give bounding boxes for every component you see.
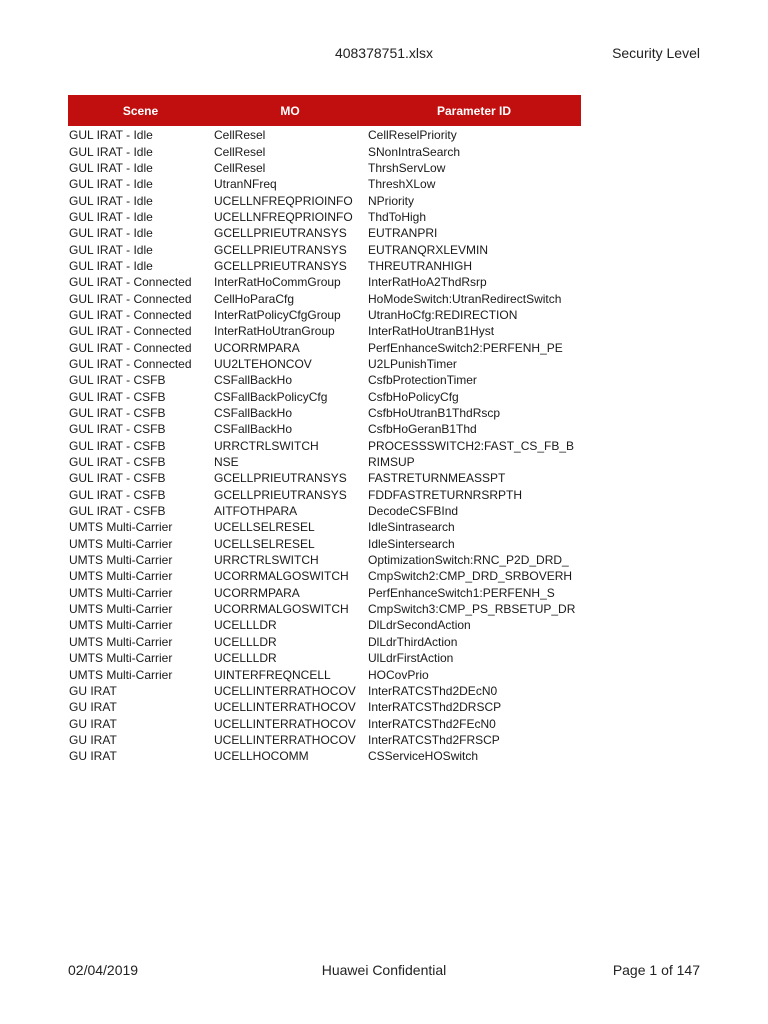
table-row: [68, 568, 581, 584]
cell-scene[interactable]: GU IRAT: [69, 683, 117, 698]
table-header-row: [68, 95, 581, 126]
table-row: [68, 454, 581, 470]
cell-mo[interactable]: CSFallBackHo: [214, 373, 293, 388]
cell-mo[interactable]: UCELLLDR: [214, 618, 277, 633]
cell-parameter-id[interactable]: U2LPunishTimer: [368, 356, 457, 371]
table-row: [68, 258, 581, 274]
cell-parameter-id[interactable]: DecodeCSFBInd: [368, 504, 459, 519]
cell-parameter-id[interactable]: EUTRANPRI: [368, 226, 438, 241]
cell-parameter-id[interactable]: CsfbHoGeranB1Thd: [368, 422, 477, 437]
cell-mo[interactable]: GCELLPRIEUTRANSYS: [214, 487, 347, 502]
table-row: [68, 634, 581, 650]
table-row: [68, 307, 581, 323]
cell-scene[interactable]: UMTS Multi-Carrier: [69, 585, 173, 600]
table-row: [68, 732, 581, 748]
cell-scene[interactable]: GUL IRAT - CSFB: [69, 422, 166, 437]
cell-mo[interactable]: UCELLINTERRATHOCOV: [214, 700, 356, 715]
cell-parameter-id[interactable]: PerfEnhanceSwitch1:PERFENH_S: [368, 585, 555, 600]
column-header-scene[interactable]: Scene: [68, 95, 213, 126]
cell-scene[interactable]: GU IRAT: [69, 716, 117, 731]
cell-mo[interactable]: URRCTRLSWITCH: [214, 553, 319, 568]
cell-scene[interactable]: GUL IRAT - CSFB: [69, 455, 166, 470]
table-row: [68, 438, 581, 454]
cell-scene[interactable]: GUL IRAT - Idle: [69, 209, 153, 224]
cell-mo[interactable]: InterRatHoCommGroup: [214, 275, 341, 290]
cell-mo[interactable]: UCELLINTERRATHOCOV: [214, 716, 356, 731]
cell-parameter-id[interactable]: SNonIntraSearch: [368, 144, 461, 159]
cell-parameter-id[interactable]: FDDFASTRETURNRSRPTH: [368, 487, 523, 502]
cell-parameter-id[interactable]: IdleSintersearch: [368, 536, 455, 551]
cell-scene[interactable]: GUL IRAT - Connected: [69, 307, 192, 322]
cell-scene[interactable]: GUL IRAT - CSFB: [69, 438, 166, 453]
cell-mo[interactable]: URRCTRLSWITCH: [214, 438, 319, 453]
table-row: [68, 290, 581, 306]
cell-mo[interactable]: UCELLNFREQPRIOINFO: [214, 193, 353, 208]
cell-mo[interactable]: UCELLHOCOMM: [214, 749, 309, 764]
cell-scene[interactable]: GUL IRAT - Connected: [69, 340, 192, 355]
cell-mo[interactable]: UCELLSELRESEL: [214, 536, 315, 551]
cell-mo[interactable]: CellResel: [214, 160, 266, 175]
column-header-parameter-id[interactable]: Parameter ID: [367, 95, 581, 126]
cell-parameter-id[interactable]: IdleSintrasearch: [368, 520, 455, 535]
parameter-table: [68, 95, 581, 764]
cell-mo[interactable]: UCELLSELRESEL: [214, 520, 315, 535]
cell-scene[interactable]: GUL IRAT - CSFB: [69, 487, 166, 502]
cell-parameter-id[interactable]: UtranHoCfg:REDIRECTION: [368, 307, 518, 322]
table-row: [68, 748, 581, 764]
table-row: [68, 274, 581, 290]
cell-mo[interactable]: UCORRMALGOSWITCH: [214, 602, 349, 617]
cell-scene[interactable]: GUL IRAT - CSFB: [69, 406, 166, 421]
file-name: 408378751.xlsx: [334, 45, 434, 61]
cell-mo[interactable]: UCELLINTERRATHOCOV: [214, 683, 356, 698]
cell-mo[interactable]: UCORRMPARA: [214, 340, 300, 355]
cell-parameter-id[interactable]: InterRatHoUtranB1Hyst: [368, 324, 495, 339]
cell-scene[interactable]: GUL IRAT - Idle: [69, 258, 153, 273]
cell-mo[interactable]: UtranNFreq: [214, 177, 277, 192]
cell-parameter-id[interactable]: EUTRANQRXLEVMIN: [368, 242, 489, 257]
cell-mo[interactable]: CellResel: [214, 144, 266, 159]
cell-parameter-id[interactable]: InterRATCSThd2DEcN0: [368, 683, 498, 698]
cell-mo[interactable]: CellResel: [214, 128, 266, 143]
table-row: [68, 372, 581, 388]
table-row: [68, 601, 581, 617]
table-row: [68, 519, 581, 535]
cell-mo[interactable]: UINTERFREQNCELL: [214, 667, 331, 682]
cell-parameter-id[interactable]: CellReselPriority: [368, 128, 457, 143]
cell-scene[interactable]: UMTS Multi-Carrier: [69, 667, 173, 682]
cell-mo[interactable]: GCELLPRIEUTRANSYS: [214, 242, 347, 257]
table-row: [68, 143, 581, 159]
table-row: [68, 617, 581, 633]
cell-scene[interactable]: GUL IRAT - Connected: [69, 275, 192, 290]
table-row: [68, 699, 581, 715]
table-row: [68, 209, 581, 225]
cell-parameter-id[interactable]: CmpSwitch3:CMP_PS_RBSETUP_DR: [368, 602, 576, 617]
table-row: [68, 715, 581, 731]
cell-scene[interactable]: GUL IRAT - Idle: [69, 193, 153, 208]
cell-parameter-id[interactable]: InterRATCSThd2FRSCP: [368, 732, 500, 747]
cell-mo[interactable]: InterRatPolicyCfgGroup: [214, 307, 341, 322]
cell-parameter-id[interactable]: UlLdrFirstAction: [368, 651, 454, 666]
cell-scene[interactable]: GU IRAT: [69, 732, 117, 747]
cell-parameter-id[interactable]: InterRATCSThd2DRSCP: [368, 700, 502, 715]
table-row: [68, 503, 581, 519]
cell-scene[interactable]: UMTS Multi-Carrier: [69, 553, 173, 568]
cell-mo[interactable]: GCELLPRIEUTRANSYS: [214, 258, 347, 273]
cell-scene[interactable]: UMTS Multi-Carrier: [69, 634, 173, 649]
cell-parameter-id[interactable]: HoModeSwitch:UtranRedirectSwitch: [368, 291, 562, 306]
cell-scene[interactable]: UMTS Multi-Carrier: [69, 520, 173, 535]
cell-parameter-id[interactable]: CsfbHoUtranB1ThdRscp: [368, 406, 501, 421]
table-row: [68, 225, 581, 241]
cell-scene[interactable]: GUL IRAT - Connected: [69, 291, 192, 306]
cell-parameter-id[interactable]: InterRatHoA2ThdRsrp: [368, 275, 487, 290]
security-level: Security Level: [612, 45, 700, 61]
cell-parameter-id[interactable]: CsfbProtectionTimer: [368, 373, 477, 388]
cell-parameter-id[interactable]: NPriority: [368, 193, 415, 208]
cell-parameter-id[interactable]: CSServiceHOSwitch: [368, 749, 479, 764]
cell-scene[interactable]: GUL IRAT - Idle: [69, 242, 153, 257]
cell-mo[interactable]: GCELLPRIEUTRANSYS: [214, 471, 347, 486]
cell-parameter-id[interactable]: HOCovPrio: [368, 667, 429, 682]
cell-parameter-id[interactable]: CsfbHoPolicyCfg: [368, 389, 459, 404]
table-row: [68, 192, 581, 208]
cell-scene[interactable]: GUL IRAT - Connected: [69, 324, 192, 339]
cell-scene[interactable]: GUL IRAT - CSFB: [69, 504, 166, 519]
table-row: [68, 356, 581, 372]
cell-mo[interactable]: UU2LTEHONCOV: [214, 356, 312, 371]
cell-scene[interactable]: GUL IRAT - Idle: [69, 226, 153, 241]
cell-mo[interactable]: CSFallBackHo: [214, 406, 293, 421]
table-row: [68, 126, 581, 143]
cell-mo[interactable]: UCELLLDR: [214, 651, 277, 666]
cell-mo[interactable]: CellHoParaCfg: [214, 291, 295, 306]
table-row: [68, 487, 581, 503]
cell-scene[interactable]: UMTS Multi-Carrier: [69, 618, 173, 633]
cell-mo[interactable]: AITFOTHPARA: [214, 504, 298, 519]
cell-scene[interactable]: GUL IRAT - CSFB: [69, 389, 166, 404]
table-row: [68, 552, 581, 568]
cell-parameter-id[interactable]: DlLdrThirdAction: [368, 634, 458, 649]
footer-date: 02/04/2019: [68, 962, 139, 978]
table-row: [68, 405, 581, 421]
cell-parameter-id[interactable]: DlLdrSecondAction: [368, 618, 471, 633]
cell-scene[interactable]: UMTS Multi-Carrier: [69, 569, 173, 584]
cell-parameter-id[interactable]: PROCESSSWITCH2:FAST_CS_FB_B: [368, 438, 575, 453]
cell-parameter-id[interactable]: CmpSwitch2:CMP_DRD_SRBOVERH: [368, 569, 573, 584]
column-header-mo[interactable]: MO: [213, 95, 367, 126]
cell-parameter-id[interactable]: THREUTRANHIGH: [368, 258, 472, 273]
cell-parameter-id[interactable]: OptimizationSwitch:RNC_P2D_DRD_: [368, 553, 569, 568]
table-row: [68, 585, 581, 601]
cell-mo[interactable]: CSFallBackHo: [214, 422, 293, 437]
cell-mo[interactable]: UCELLNFREQPRIOINFO: [214, 209, 353, 224]
cell-scene[interactable]: GUL IRAT - CSFB: [69, 471, 166, 486]
cell-mo[interactable]: UCELLLDR: [214, 634, 277, 649]
table-row: [68, 666, 581, 682]
cell-mo[interactable]: CSFallBackPolicyCfg: [214, 389, 328, 404]
cell-mo[interactable]: NSE: [214, 455, 239, 470]
cell-mo[interactable]: InterRatHoUtranGroup: [214, 324, 335, 339]
cell-scene[interactable]: GUL IRAT - Idle: [69, 160, 153, 175]
cell-mo[interactable]: UCELLINTERRATHOCOV: [214, 732, 356, 747]
cell-parameter-id[interactable]: ThrshServLow: [368, 160, 446, 175]
cell-parameter-id[interactable]: ThreshXLow: [368, 177, 436, 192]
cell-mo[interactable]: UCORRMPARA: [214, 585, 300, 600]
cell-scene[interactable]: GUL IRAT - Idle: [69, 128, 153, 143]
table-row: [68, 536, 581, 552]
cell-scene[interactable]: GUL IRAT - Idle: [69, 144, 153, 159]
footer-page-number: Page 1 of 147: [612, 962, 700, 978]
cell-scene[interactable]: GUL IRAT - CSFB: [69, 373, 166, 388]
table-row: [68, 470, 581, 486]
cell-mo[interactable]: GCELLPRIEUTRANSYS: [214, 226, 347, 241]
table-row: [68, 160, 581, 176]
table-row: [68, 683, 581, 699]
cell-mo[interactable]: UCORRMALGOSWITCH: [214, 569, 349, 584]
table-row: [68, 339, 581, 355]
cell-parameter-id[interactable]: FASTRETURNMEASSPT: [368, 471, 506, 486]
table-row: [68, 241, 581, 257]
table-row: [68, 389, 581, 405]
cell-scene[interactable]: UMTS Multi-Carrier: [69, 536, 173, 551]
table-row: [68, 176, 581, 192]
cell-scene[interactable]: GU IRAT: [69, 749, 117, 764]
table-row: [68, 650, 581, 666]
cell-scene[interactable]: GUL IRAT - Connected: [69, 356, 192, 371]
cell-parameter-id[interactable]: ThdToHigh: [368, 209, 427, 224]
table-row: [68, 323, 581, 339]
cell-scene[interactable]: GUL IRAT - Idle: [69, 177, 153, 192]
cell-scene[interactable]: GU IRAT: [69, 700, 117, 715]
cell-parameter-id[interactable]: InterRATCSThd2FEcN0: [368, 716, 496, 731]
cell-parameter-id[interactable]: PerfEnhanceSwitch2:PERFENH_PE: [368, 340, 563, 355]
footer-confidential: Huawei Confidential: [321, 962, 447, 978]
cell-scene[interactable]: UMTS Multi-Carrier: [69, 602, 173, 617]
table-row: [68, 421, 581, 437]
cell-scene[interactable]: UMTS Multi-Carrier: [69, 651, 173, 666]
cell-parameter-id[interactable]: RIMSUP: [368, 455, 415, 470]
